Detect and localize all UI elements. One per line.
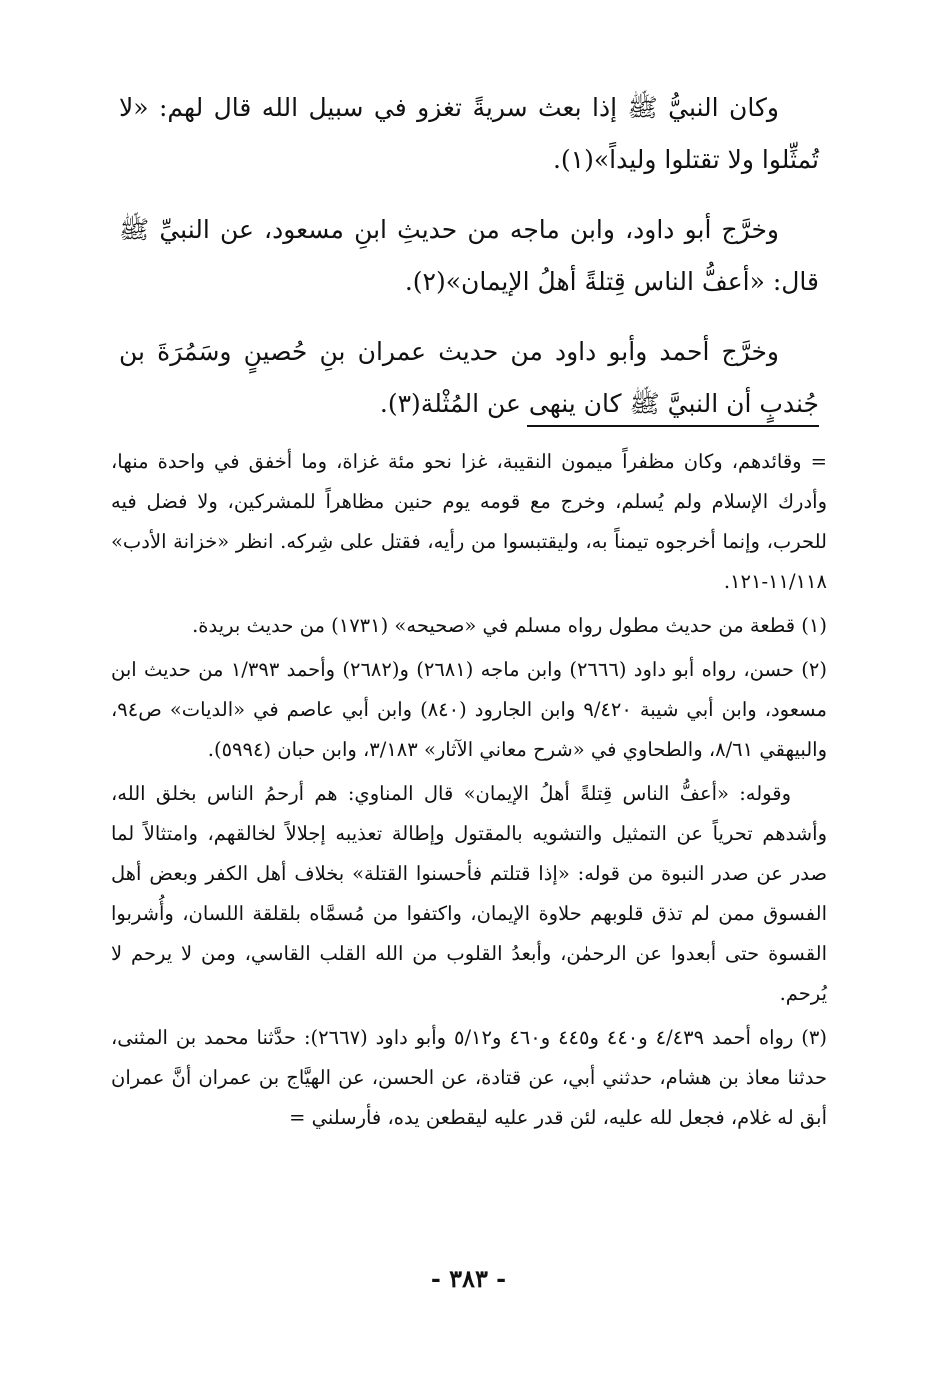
page-number: - ٣٨٣ - <box>430 1264 507 1293</box>
footnote-2: (٢) حسن، رواه أبو داود (٢٦٦٦) وابن ماجه (٢٦٨١) و(٢٦٨٢) وأحمد ١/٣٩٣ من حديث ابن مسعود، وابن أبي شيبة ٩/٤٢٠ وابن الجارود (٨٤٠) وابن أبي عاصم في «الديات» ص٩٤، والبيهقي ٨/٦١، والطحاوي في «شرح معاني الآثار» ٣/١٨٣، وابن حبان (٥٩٩٤). <box>111 658 828 761</box>
footnote-separator <box>527 425 819 427</box>
footnote-1: (١) قطعة من حديث مطول رواه مسلم في «صحيحه» (١٧٣١) من حديث بريدة. <box>192 614 827 637</box>
footnotes <box>111 442 827 1142</box>
main-paragraph-2: وخرَّج أبو داود، وابن ماجه من حديثِ ابنِ مسعود، عن النبيِّ ﷺ قال: «أعفُّ الناس قِتلةً أهلُ الإيمان»(٢). <box>119 215 819 296</box>
footnote-continuation: = وقائدهم، وكان مظفراً ميمون النقيبة، غزا نحو مئة غزاة، وما أخفق في واحدة منها، وأدرك الإسلام ولم يُسلم، وخرج مع قومه يوم حنين مظاهراً للمشركين، ولا فضل فيه للحرب، وإنما أخرجوه تيمناً به، وليقتبسوا من رأيه، فقتل على شِركه. انظر «خزانة الأدب» ١١/١١٨-١٢١. <box>111 450 827 593</box>
footnote-2-comment: وقوله: «أعفُّ الناس قِتلةً أهلُ الإيمان» قال المناوي: هم أرحمُ الناس بخلق الله، وأشدهم تحرياً عن التمثيل والتشويه بالمقتول وإطالة تعذيبه إجلالاً لخالقهم، وامتثالاً لما صدر عن صدر النبوة من قوله: «إذا قتلتم فأحسنوا القتلة» بخلاف أهل الكفر وبعض أهل الفسوق ممن لم تذق قلوبهم حلاوة الإيمان، واكتفوا من مُسمَّاه بلقلقة اللسان، وأُشربوا القسوة حتى أبعدوا عن الرحمٰن، وأبعدُ القلوب من الله القلب القاسي، ومن لا يرحم لا يُرحم. <box>111 782 827 1005</box>
main-paragraph-1: وكان النبيُّ ﷺ إذا بعث سريةً تغزو في سبيل الله قال لهم: «لا تُمثِّلوا ولا تقتلوا وليداً»(١). <box>119 93 819 174</box>
main-text <box>119 82 819 448</box>
main-paragraph-3: وخرَّج أحمد وأبو داود من حديث عمران بنِ حُصينٍ وسَمُرَةَ بن جُندبٍ أن النبيَّ ﷺ كان ينهى عن المُثْلة(٣). <box>119 337 819 418</box>
footnote-3: (٣) رواه أحمد ٤/٤٣٩ و٤٤٠ و٤٤٥ و٤٦٠ و٥/١٢ وأبو داود (٢٦٦٧): حدَّثنا محمد بن المثنى، حدثنا معاذ بن هشام، حدثني أبي، عن قتادة، عن الحسن، عن الهيَّاج بن عمران أنَّ عمران أبق له غلام، فجعل لله عليه، لئن قدر عليه ليقطعن يده، فأرسلني = <box>111 1026 827 1129</box>
